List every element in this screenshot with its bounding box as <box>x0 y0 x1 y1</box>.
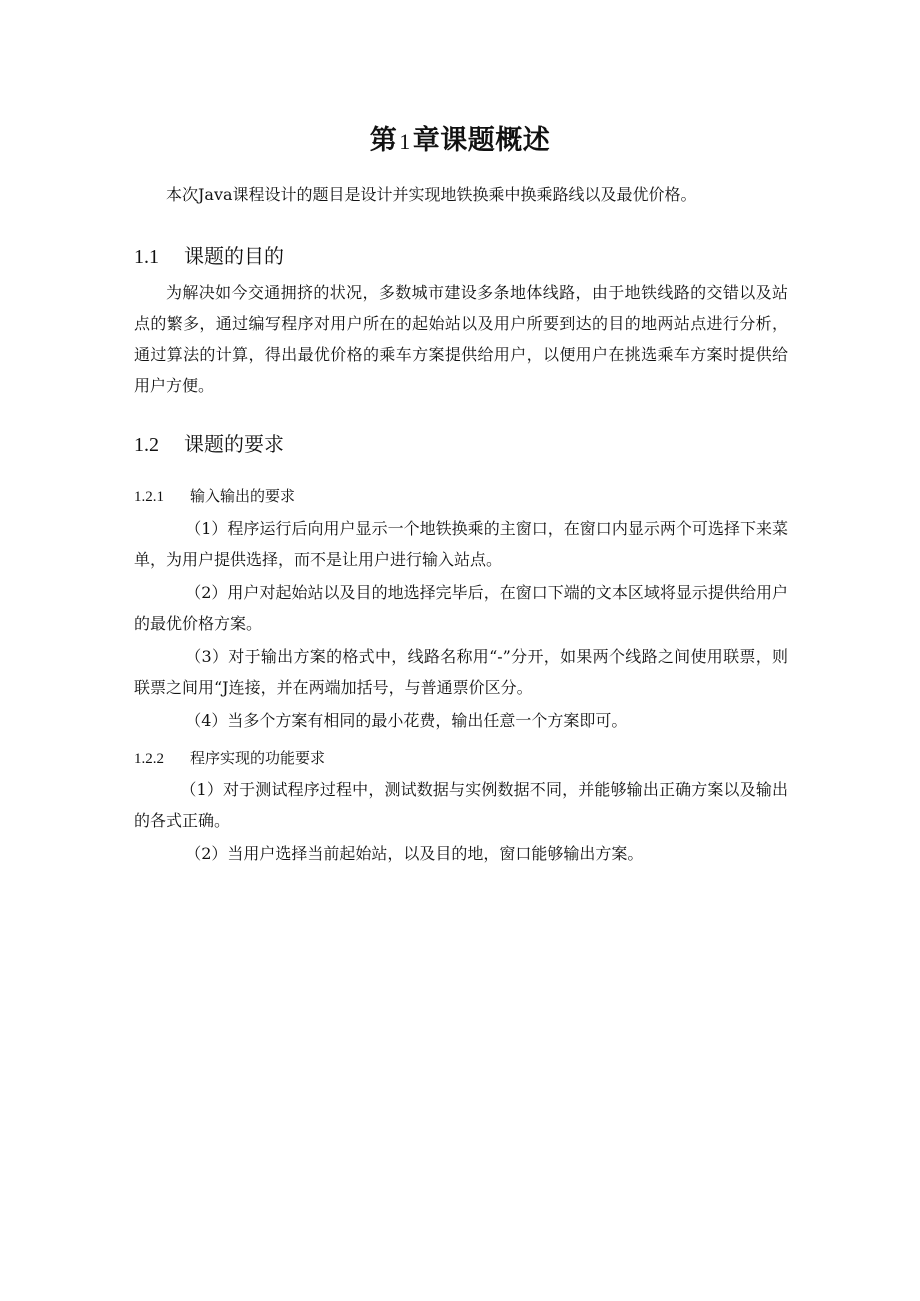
list-item: （2）用户对起始站以及目的地选择完毕后，在窗口下端的文本区域将显示提供给用户的最优价格方案。 <box>134 583 788 633</box>
subsection-1-2-1-title: 输入输出的要求 <box>190 487 296 505</box>
list-item: （3）对于输出方案的格式中，线路名称用“-”分开，如果两个线路之间使用联票，则联票之间用“J连接，并在两端加括号，与普通票价区分。 <box>134 647 788 697</box>
section-1-2-heading <box>134 428 284 457</box>
chapter-number: 1 <box>399 129 411 154</box>
intro-paragraph: 本次Java课程设计的题目是设计并实现地铁换乘中换乘路线以及最优价格。 <box>166 185 697 204</box>
chapter-title <box>0 118 920 157</box>
subsection-1-2-2-heading <box>134 747 325 768</box>
section-1-1-heading <box>134 240 284 269</box>
section-1-1-number: 1.1 <box>134 246 159 268</box>
subsection-1-2-2-title: 程序实现的功能要求 <box>190 749 326 767</box>
subsection-1-2-2-number: 1.2.2 <box>134 751 164 767</box>
subsection-1-2-2-list <box>134 774 788 871</box>
subsection-1-2-1-list <box>134 513 788 738</box>
chapter-title-text: 章课题概述 <box>412 125 551 156</box>
subsection-1-2-1-number: 1.2.1 <box>134 489 164 505</box>
list-item: （1）程序运行后向用户显示一个地铁换乘的主窗口，在窗口内显示两个可选择下来菜单，为用户提供选择，而不是让用户进行输入站点。 <box>134 519 788 569</box>
section-1-1-title: 课题的目的 <box>184 244 284 268</box>
section-1-1-body: 为解决如今交通拥挤的状况，多数城市建设多条地体线路，由于地铁线路的交错以及站点的繁多，通过编写程序对用户所在的起始站以及用户所要到达的目的地两站点进行分析，通过算法的计算，得出最优价格的乘车方案提供给用户，以便用户在挑选乘车方案时提供给用户方便。 <box>134 283 788 395</box>
section-1-2-number: 1.2 <box>134 434 159 456</box>
section-1-2-title: 课题的要求 <box>184 432 284 456</box>
list-item: （1）对于测试程序过程中，测试数据与实例数据不同，并能够输出正确方案以及输出的各式正确。 <box>134 780 788 830</box>
subsection-1-2-1-heading <box>134 485 295 506</box>
list-item: （2）当用户选择当前起始站，以及目的地，窗口能够输出方案。 <box>185 844 644 863</box>
list-item: （4）当多个方案有相同的最小花费，输出任意一个方案即可。 <box>185 711 628 730</box>
chapter-prefix: 第 <box>369 125 398 156</box>
